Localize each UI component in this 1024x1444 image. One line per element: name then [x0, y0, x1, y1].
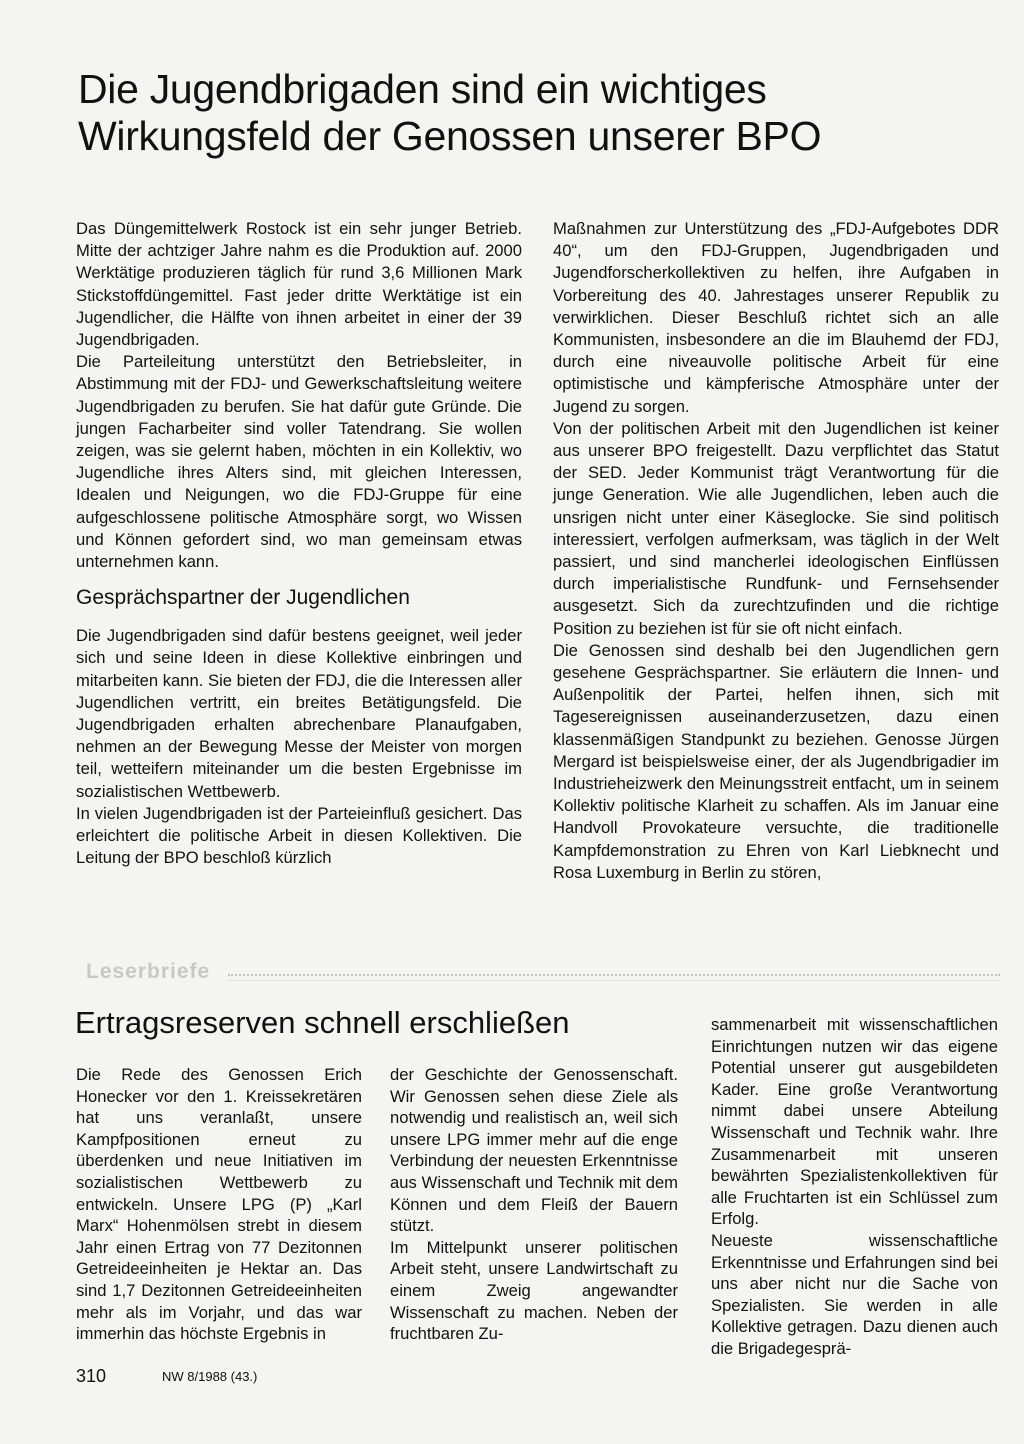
section-label: Leserbriefe — [86, 960, 211, 983]
letter-column-1 — [76, 1064, 362, 1345]
paragraph: Das Düngemittelwerk Rostock ist ein sehr junger Betrieb. Mitte der achtziger Jahre nahm es die Produktion auf. 2000 Werktätige produzieren täglich für rund 3,6 Millionen Mark Stickstoffdüngemittel. Fast jeder dritte Werktätige ist ein Jugendlicher, die Hälfte von ihnen arbeitet in einer der 39 Jugendbrigaden. — [76, 219, 522, 350]
article-column-1 — [76, 218, 522, 869]
paragraph: Von der politischen Arbeit mit den Jugendlichen ist keiner aus unserer BPO freigestellt. Dazu verpflichtet das Statut der SED. Jeder Kommunist trägt Verantwortung für die junge Generation. Wie alle Jugendlichen, leben auch die unsrigen nicht unter einer Käseglocke. Sie sind politisch interessiert, verfolgen aufmerksam, was täglich in der Welt passiert, und sind mancherlei ideologischen Einflüssen durch imperialistische Rundfunk- und Fernsehsender ausgesetzt. Sich da zurechtzufinden und die richtige Position zu beziehen ist für sie oft nicht einfach. — [553, 418, 999, 638]
letter-column-3 — [711, 1014, 998, 1360]
article-subheading: Gesprächspartner der Jugendlichen — [76, 586, 410, 610]
page-number: 310 — [76, 1366, 107, 1386]
letter-column-2 — [390, 1064, 678, 1345]
paragraph: In vielen Jugendbrigaden ist der Parteieinfluß gesichert. Das erleichtert die politische Arbeit in diesen Kollektiven. Die Leitung der BPO beschloß kürzlich — [76, 803, 522, 868]
section-header — [78, 960, 1000, 984]
letter-title: Ertragsreserven schnell erschließen — [75, 1005, 570, 1040]
paragraph: der Geschichte der Genossenschaft. Wir Genossen sehen diese Ziele als notwendig und realistisch an, weil sich unsere LPG immer mehr auf die enge Verbindung der neuesten Erkenntnisse aus Wissenschaft und Technik mit dem Können und dem Fleiß der Bauern stützt. — [390, 1065, 678, 1236]
section-divider — [228, 974, 1000, 981]
paragraph: Maßnahmen zur Unterstützung des „FDJ-Aufgebotes DDR 40“, um den FDJ-Gruppen, Jugendbrigaden und Jugendforscherkollektiven zu helfen, ihre Aufgaben in Vorbereitung des 40. Jahrestages unserer Republik zu verwirklichen. Dieser Beschluß richtet sich an alle Kommunisten, insbesondere an die im Blauhemd der FDJ, durch eine niveauvolle politische Arbeit für eine optimistische und kämpferische Atmosphäre unter der Jugend zu sorgen. — [553, 219, 999, 416]
paragraph: Die Rede des Genossen Erich Honecker vor den 1. Kreissekretären hat uns veranlaßt, unsere Kampfpositionen erneut zu überdenken und neue Initiativen im sozialistischen Wettbewerb zu entwickeln. Unsere LPG (P) „Karl Marx“ Hohenmölsen strebt in diesem Jahr einen Ertrag von 77 Dezitonnen Getreideeinheiten je Hektar an. Das sind 1,7 Dezitonnen Getreideeinheiten mehr als im Vorjahr, und das war immerhin das höchste Ergebnis in — [76, 1065, 362, 1344]
article-column-2 — [553, 218, 999, 884]
paragraph: Die Genossen sind deshalb bei den Jugendlichen gern gesehene Gesprächspartner. Sie erläutern die Innen- und Außenpolitik der Partei, helfen ihnen, sich mit Tagesereignissen auseinanderzusetzen, dazu einen klassenmäßigen Standpunkt zu beziehen. Genosse Jürgen Mergard ist beispielsweise einer, der als Jugendbrigadier im Industrieheizwerk den Meinungsstreit entfacht, um in seinem Kollektiv politische Klarheit zu schaffen. Als im Januar eine Handvoll Provokateure versuchte, die traditionelle Kampfdemonstration zu Ehren von Karl Liebknecht und Rosa Luxemburg in Berlin zu stören, — [553, 640, 999, 882]
issue-reference: NW 8/1988 (43.) — [162, 1369, 258, 1384]
article-headline: Die Jugendbrigaden sind ein wichtiges Wirkungsfeld der Genossen unserer BPO — [78, 66, 822, 159]
page-footer — [76, 1366, 258, 1387]
paragraph: Die Parteileitung unterstützt den Betriebsleiter, in Abstimmung mit der FDJ- und Gewerkschaftsleitung weitere Jugendbrigaden zu berufen. Sie hat dafür gute Gründe. Die jungen Facharbeiter sind voller Tatendrang. Sie wollen zeigen, was sie gelernt haben, möchten in ein Kollektiv, wo Jugendliche ihres Alters sind, mit gleichen Interessen, Idealen und Neigungen, wo die FDJ-Gruppe für eine aufgeschlossene politische Atmosphäre sorgt, wo Wissen und Können gefordert sind, wo man gemeinsam etwas unternehmen kann. — [76, 352, 522, 572]
paragraph: Neueste wissenschaftliche Erkenntnisse und Erfahrungen sind bei uns aber nicht nur die Sache von Spezialisten. Sie werden in alle Kollektive getragen. Dazu dienen auch die Brigadegesprä- — [711, 1230, 998, 1358]
paragraph: Im Mittelpunkt unserer politischen Arbeit steht, unsere Landwirtschaft zu einem Zweig angewandter Wissenschaft zu machen. Neben der fruchtbaren Zu- — [390, 1237, 678, 1344]
paragraph: Die Jugendbrigaden sind dafür bestens geeignet, weil jeder sich und seine Ideen in diese Kollektive einbringen und mitarbeiten kann. Sie bieten der FDJ, die die Interessen aller Jugendlichen vertritt, ein breites Betätigungsfeld. Die Jugendbrigaden erhalten abrechenbare Planaufgaben, nehmen an der Bewegung Messe der Meister von morgen teil, wetteifern miteinander um die besten Ergebnisse im sozialistischen Wettbewerb. — [76, 626, 522, 801]
paragraph: sammenarbeit mit wissenschaftlichen Einrichtungen nutzen wir das eigene Potential unserer gut ausgebildeten Kader. Eine große Verantwortung nimmt dabei unsere Abteilung Wissenschaft und Technik wahr. Ihre Zusammenarbeit mit unseren bewährten Spezialistenkollektiven für alle Fruchtarten ist ein Schlüssel zum Erfolg. — [711, 1015, 998, 1229]
